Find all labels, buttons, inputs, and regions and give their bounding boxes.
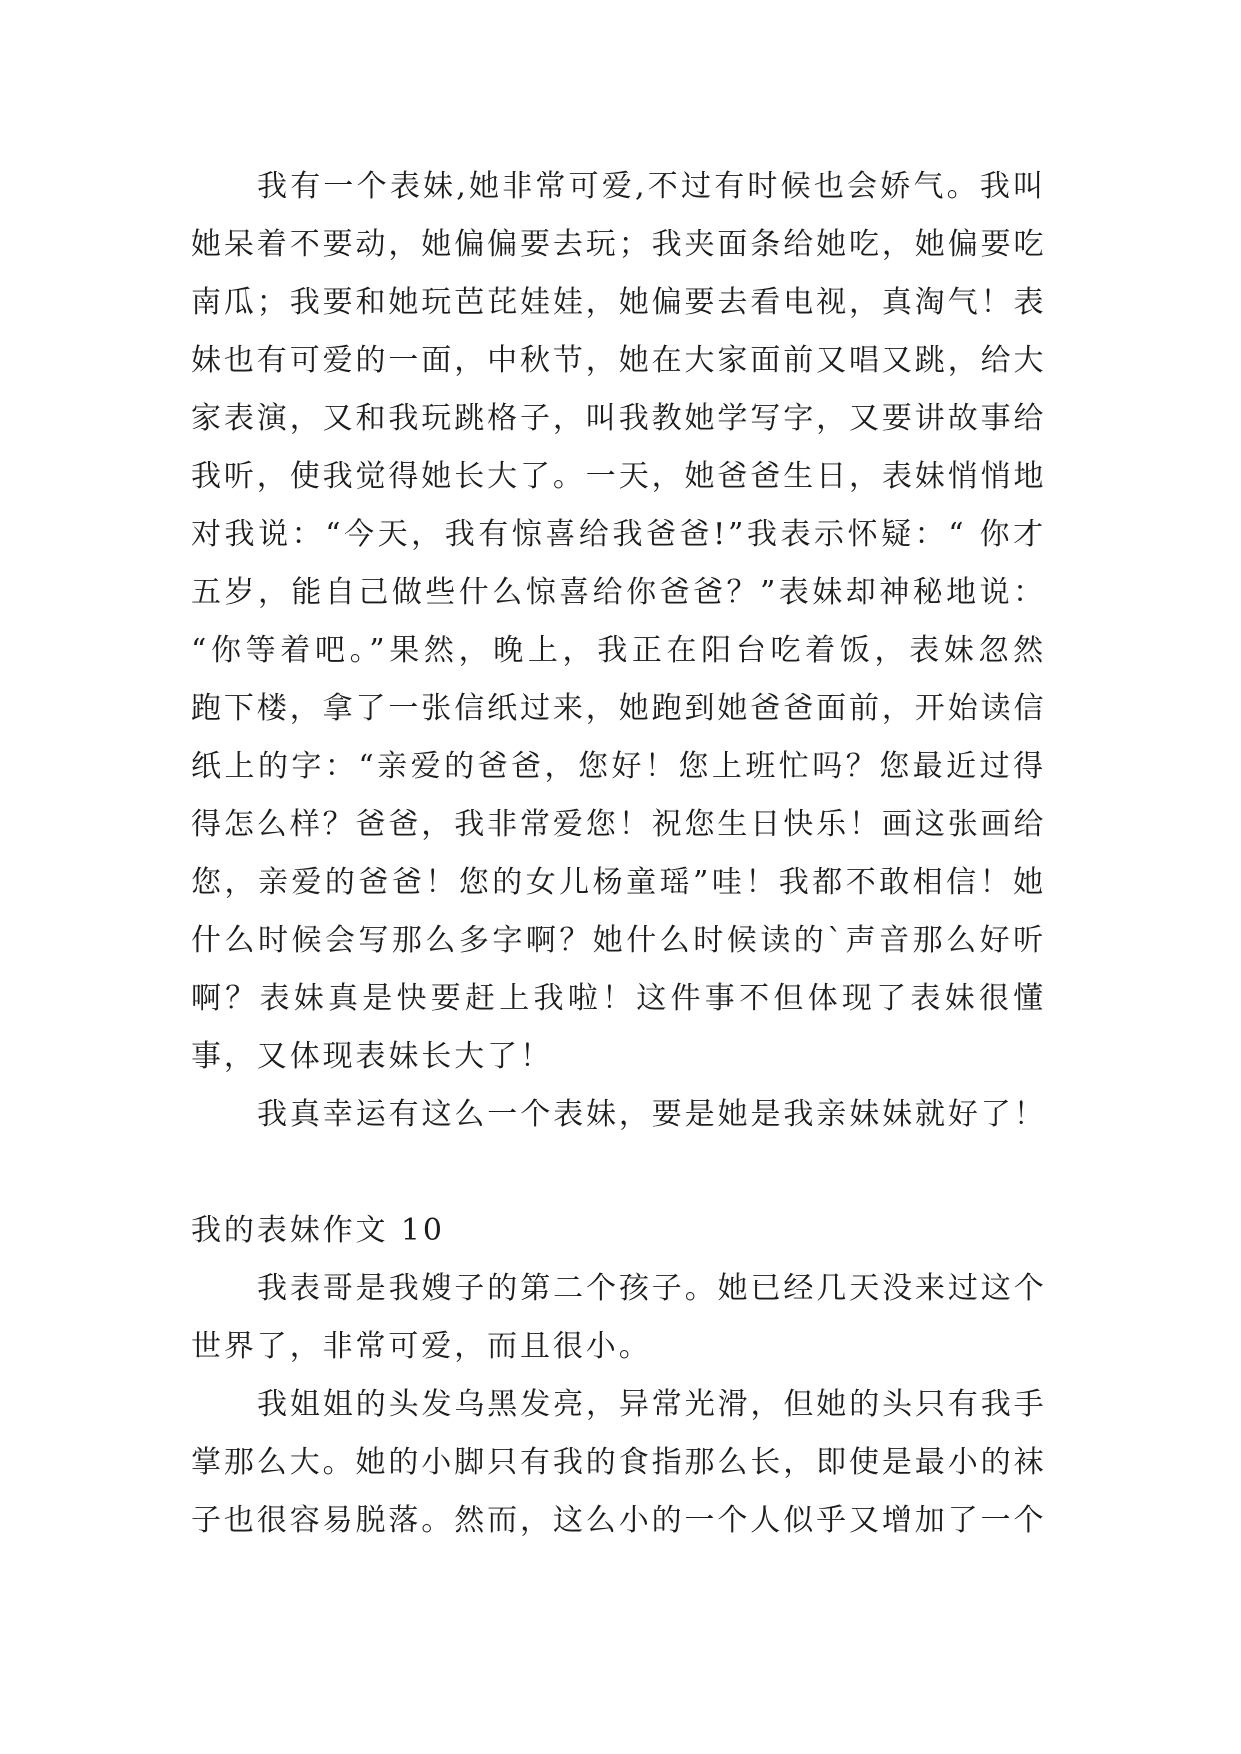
text-line: 跑下楼，拿了一张信纸过来，她跑到她爸爸面前，开始读信 [191, 691, 1047, 726]
paragraph [191, 1260, 1046, 1376]
text-line: 得怎么样？爸爸，我非常爱您！祝您生日快乐！画这张画给 [191, 807, 1047, 842]
text-line: 掌那么大。她的小脚只有我的食指那么长，即使是最小的袜 [191, 1445, 1047, 1480]
text-line: 南瓜；我要和她玩芭芘娃娃，她偏要去看电视，真淘气！表 [191, 285, 1047, 320]
text-line: 您，亲爱的爸爸！您的女儿杨童瑶”哇！我都不敢相信！她 [191, 865, 1046, 900]
text-line: 什么时候会写那么多字啊？她什么时候读的`声音那么好听 [191, 923, 1046, 958]
paragraph [191, 1086, 1046, 1144]
text-line: 子也很容易脱落。然而，这么小的一个人似乎又增加了一个 [191, 1503, 1047, 1538]
section-title: 我的表妹作文 10 [191, 1213, 445, 1248]
text-line: 我表哥是我嫂子的第二个孩子。她已经几天没来过这个 [257, 1271, 1047, 1306]
text-line: 事，又体现表妹长大了！ [191, 1039, 553, 1074]
text-line: 妹也有可爱的一面，中秋节，她在大家面前又唱又跳，给大 [191, 343, 1047, 378]
text-line: 我听，使我觉得她长大了。一天，她爸爸生日，表妹悄悄地 [191, 459, 1047, 494]
text-line: 啊？表妹真是快要赶上我啦！这件事不但体现了表妹很懂 [191, 981, 1046, 1016]
text-line: 我真幸运有这么一个表妹，要是她是我亲妹妹就好了！ [257, 1097, 1047, 1132]
document-body [191, 158, 1046, 1550]
essay-section [191, 1202, 1046, 1550]
text-line: 我姐姐的头发乌黑发亮，异常光滑，但她的头只有我手 [257, 1387, 1047, 1422]
text-line: 对我说：“今天，我有惊喜给我爸爸!”我表示怀疑：“ 你才 [191, 517, 1046, 552]
text-line: 世界了，非常可爱，而且很小。 [191, 1329, 652, 1364]
text-line: 纸上的字：“亲爱的爸爸，您好！您上班忙吗？您最近过得 [191, 749, 1046, 784]
text-line: 五岁，能自己做些什么惊喜给你爸爸？”表妹却神秘地说： [191, 575, 1046, 610]
text-line: 家表演，又和我玩跳格子，叫我教她学写字，又要讲故事给 [191, 401, 1047, 436]
paragraph [191, 1376, 1046, 1550]
paragraph [191, 158, 1046, 1086]
text-line: “你等着吧。”果然，晚上，我正在阳台吃着饭，表妹忽然 [191, 633, 1046, 668]
essay-section [191, 158, 1046, 1144]
text-line: 她呆着不要动，她偏偏要去玩；我夹面条给她吃，她偏要吃 [191, 227, 1047, 262]
text-line: 我有一个表妹,她非常可爱,不过有时候也会娇气。我叫 [257, 169, 1046, 204]
